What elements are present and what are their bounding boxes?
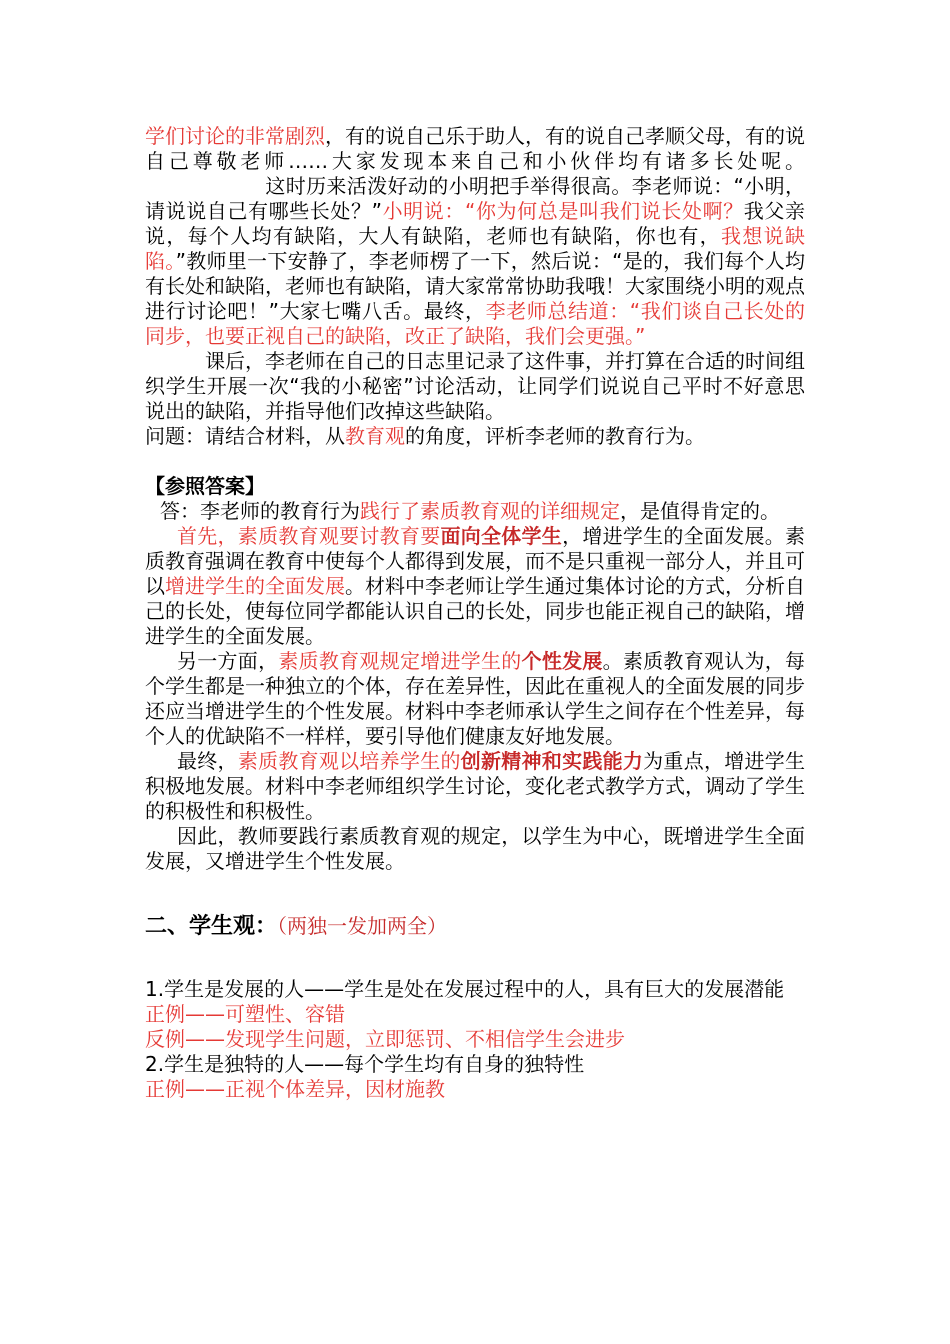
story-text-2: 这时历来活泼好动的小明把手举得很高。李老师说：“小明，请说说自己有哪些长处？” (145, 174, 805, 223)
spacer (145, 874, 805, 910)
answer-text-4b: 为重点，增进学生积极地发展。材料中李老师组织学生讨论，变化老式教学方式，调动了学生的积极性和积极性。 (145, 749, 806, 823)
story-paragraph-2 (145, 349, 805, 424)
answer-redbold-2: 面向全体学生 (440, 524, 563, 548)
story-red-1: 学们讨论的非常剧烈 (145, 124, 325, 148)
section-title: 二、学生观： (145, 914, 278, 939)
answer-text-5: 因此，教师要践行素质教育观的规定，以学生为中心，既增进学生全面发展，又增进学生个性发展。 (145, 824, 805, 873)
answer-text-3a: 另一方面， (177, 649, 279, 673)
question-text-b: 的角度，评析李老师的教育行为。 (405, 424, 705, 448)
section-item-2: 2.学生是独特的人——每个学生均有自身的独特性 (145, 1052, 585, 1076)
answer-text-4a: 最终， (177, 749, 238, 773)
answer-red-3: 素质教育观规定增进学生的 (278, 649, 522, 673)
answer-red-2b: 增进学生的全面发展 (165, 574, 345, 598)
story-text-4: ”教师里一下安静了，李老师楞了一下，然后说：“是的，我们每个人均有长处和缺陷，老师也有缺陷，请大家常常协助我哦！大家围绕小明的观点进行讨论吧！”大家七嘴八舌。最终， (145, 249, 805, 323)
section-heading (145, 910, 805, 943)
story-paragraph-1 (145, 124, 805, 349)
question-red: 教育观 (345, 424, 405, 448)
answer-red-2: 首先，素质教育观要讨教育要 (177, 524, 441, 548)
story-text-1: ，有的说自己乐于助人，有的说自己孝顺父母，有的说自己尊敬老师……大家发现本来自己和小伙伴均有诸多长处呢。 (145, 124, 805, 173)
question-text-a: 问题：请结合材料，从 (145, 424, 345, 448)
story-red-4: 李老师总结道：“我们谈自己长处的同步，也要正视自己的缺陷，改正了缺陷，我们会更强。” (145, 299, 805, 348)
question (145, 424, 805, 449)
story-text-3: 我父亲说，每个人均有缺陷，大人有缺陷，老师也有缺陷，你也有， (145, 199, 805, 248)
section-item-1-negative: 反例——发现学生问题，立即惩罚、不相信学生会进步 (145, 1027, 625, 1051)
answer-red-1: 践行了素质教育观的详细规定 (360, 499, 620, 523)
spacer (145, 943, 805, 977)
answer-red-4: 素质教育观以培养学生的 (237, 749, 461, 773)
answer-paragraph-1 (145, 499, 805, 524)
story-red-2: 小明说：“你为何总是叫我们说长处啊？ (381, 199, 744, 223)
answer-paragraph-4 (145, 749, 805, 824)
spacer (145, 449, 805, 474)
document-page (145, 124, 805, 1102)
answer-redbold-3: 个性发展 (521, 649, 603, 673)
answer-paragraph-5 (145, 824, 805, 874)
story-text-5: 课后，李老师在自己的日志里记录了这件事，并打算在合适的时间组织学生开展一次“我的小秘密”讨论活动，让同学们说说自己平时不好意思说出的缺陷，并指导他们改掉这些缺陷。 (145, 349, 805, 423)
section-item-1-positive: 正例——可塑性、容错 (145, 1002, 345, 1026)
answer-redbold-4: 创新精神和实践能力 (460, 749, 644, 773)
section-item-1: 1.学生是发展的人——学生是处在发展过程中的人，具有巨大的发展潜能 (145, 977, 785, 1001)
answer-text-3b: 。素质教育观认为，每个学生都是一种独立的个体，存在差异性，因此在重视人的全面发展的同步还应当增进学生的个性发展。材料中李老师承认学生之间存在个性差异，每个人的优缺陷不一样样，要引导他们健康友好地发展。 (145, 649, 806, 748)
answer-text-1b: ，是值得肯定的。 (620, 499, 780, 523)
answer-text-1a: 答：李老师的教育行为 (160, 499, 360, 523)
answer-paragraph-3 (145, 649, 805, 749)
answer-heading: 【参照答案】 (145, 474, 265, 498)
section-item-2-positive: 正例——正视个体差异，因材施教 (145, 1077, 445, 1101)
answer-text-2b: 。材料中李老师让学生通过集体讨论的方式，分析自己的长处，使每位同学都能认识自己的长处，同步也能正视自己的缺陷，增进学生的全面发展。 (145, 574, 805, 648)
section-subtitle: （两独一发加两全） (277, 914, 448, 938)
answer-text-2a: ，增进学生的全面发展。素质教育强调在教育中使每个人都得到发展，而不是只重视一部分人，并且可以 (145, 524, 806, 598)
answer-paragraph-2 (145, 524, 805, 649)
story-red-3: 我想说缺陷。 (145, 224, 806, 273)
